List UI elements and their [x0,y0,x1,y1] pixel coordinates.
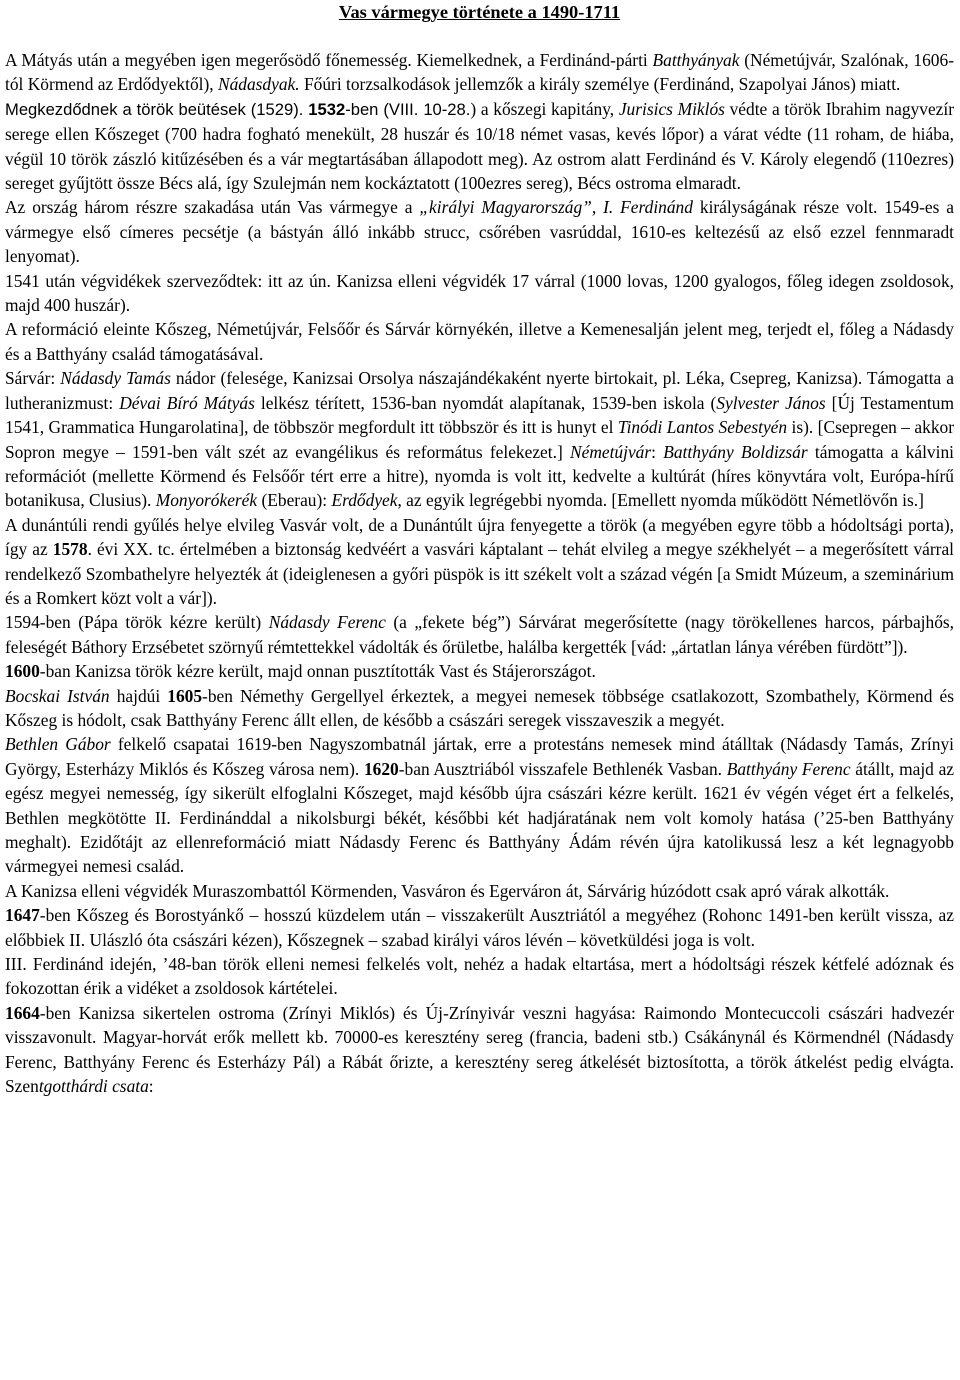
title-spacer [5,24,954,48]
text-segment: A reformáció eleinte Kőszeg, Németújvár, Felsőőr és Sárvár környékén, illetve a Kemenesalján jelent meg, terjedt el, főleg a Nádasdy és a Batthyány család támogatásával. [5,319,954,364]
text-segment: lelkész térített, 1536-ban nyomdát alapítanak, 1539-ben iskola ( [254,392,717,413]
text-segment: is). [Csepregen – akkor Sopron megye – 1591-ben vált szét az evangélikus és református felekezet.] [5,417,954,462]
text-segment: -ben Kanizsa sikertelen ostroma (Zrínyi Miklós) és Új-Zrínyivár veszni hagyása: Raimondo Montecuccoli császári hadvezér visszavonult. Magyar-horvát erők mellett kb. 70000-es keresztény sereg (francia, badeni stb.) Csákánynál és Körmendnél (Nádasdy Ferenc, Batthyány Ferenc és Esterházy Pál) a Rábát őrizte, a keresztény sereg átkelését biztosította, a török átkelést pedig elvágta. Szen [5,1002,954,1097]
text-segment: . évi XX. tc. értelmében a biztonság kedvéért a vasvári káptalant – tehát elvileg a megye székhelyét – a megerősített várral rendelkező Szombathelyre helyezték át (ideiglenesen a győri püspök is itt székelt volt a század végén [a Smidt Múzeum, a szeminárium és a Romkert közt volt a vár]). [5,539,954,608]
text-segment: 1594-ben (Pápa török kézre került) [5,612,269,633]
text-segment: Nádasdy Ferenc [268,612,386,633]
text-segment: III. Ferdinánd idején, ’48-ban török elleni nemesi felkelés volt, nehéz a hadak eltartása, mert a hódoltsági részek kétfelé adóznak és fokozottan érik a vidéket a zsoldosok kártételei. [5,954,954,999]
text-segment: tgotthárdi csata [38,1076,149,1097]
paragraph-p08 [5,610,954,659]
text-segment: A dunántúli rendi gyűlés helye elvileg Vasvár volt, de a Dunántúlt újra fenyegette a török (a megyében egyre több a hódoltsági porta), így az [5,514,954,560]
text-segment: Főúri torzsalkodások jellemzők a király személye (Ferdinánd, Szapolyai János) miatt. [299,74,901,95]
text-segment: 1578 [52,539,88,560]
text-segment: 1600 [5,661,40,682]
text-segment: -ben Kőszeg és Borostyánkő – hosszú küzdelem után – visszakerült Ausztriától a megyéhez (Rohonc 1491-ben került vissza, az előbbiek II. Ulászló óta császári kézen), Kőszegnek – szabad királyi város lévén – követküldési joga is volt. [5,905,954,950]
text-segment: Jurisics Miklós [618,98,725,119]
paragraph-p01 [5,48,954,97]
text-segment: 1532 [308,99,346,119]
text-segment: A Kanizsa elleni végvidék Muraszombattól Körmenden, Vasváron és Egerváron át, Sárvárig húzódott csak apró várak alkották. [5,880,890,901]
text-segment: Batthyány Ferenc [726,758,851,779]
text-segment: 1647 [5,905,40,926]
text-segment: -ban Kanizsa török kézre került, majd onnan pusztították Vast és Stájerországot. [39,661,596,682]
text-segment: felkelő csapatai 1619-ben Nagyszombatnál jártak, erre a protestáns nemesek mind átálltak (Nádasdy Tamás, Zrínyi György, Esterházy Miklós és Kőszeg városa nem). [5,734,954,779]
paragraph-p09 [5,659,954,683]
text-segment: Sylvester János [716,392,826,413]
paragraph-p07 [5,513,954,611]
text-segment: -ben (VIII. 10-28. [345,99,471,119]
document-body [5,48,954,1098]
text-segment: -ben Némethy Gergellyel érkeztek, a megyei nemesek többsége csatlakozott, Szombathely, Körmend és Kőszeg is hódolt, csak Batthyány Ferenc állt ellen, de később a császári seregek visszaveszik a megyét. [5,685,954,730]
text-segment: (a „fekete bég”) Sárvárat megerősítette (nagy törökellenes harcos, párbajhős, feleségét Báthory Erzsébetet szörnyű rémtettekkel vádolták és őrületbe, halálba kergették [vád: „ártatlan lánya vérében fürdött”]). [5,612,955,657]
text-segment: Az ország három részre szakadása után Vas vármegye a [5,197,420,218]
text-segment: : [148,1076,154,1097]
paragraph-p02 [5,97,954,196]
text-segment: 1605 [167,685,203,706]
text-segment: Megkezdődnek a török beütések (1529). [5,99,309,119]
text-segment: 1664 [5,1002,40,1023]
text-segment: (Németújvár, Szalónak, 1606-tól Körmend az Erdődyektől), [5,50,954,95]
text-segment: „királyi Magyarország”, I. Ferdinánd [419,197,693,218]
text-segment: (Eberau): [257,490,332,511]
paragraph-p06 [5,366,954,512]
text-segment: királyságának része volt. 1549-es a vármegye első címeres pecsétje (a bástyán álló inkább strucc, csőrében vasrúddal, 1610-es keltezésű az első ezzel fennmaradt lenyomat). [5,197,955,267]
text-segment: nádor (felesége, Kanizsai Orsolya nászajándékaként nyerte birtokait, pl. Léka, Csepreg, Kanizsa). Támogatta a lutheranizmust: [5,368,954,413]
text-segment: Németújvár [570,441,652,462]
text-segment: -ban Ausztriából visszafele Bethlenék Vasban. [398,758,727,779]
text-segment: Dévai Bíró Mátyás [119,392,255,413]
paragraph-p05 [5,317,954,366]
text-segment: 1541 után végvidékek szerveződtek: itt az ún. Kanizsa elleni végvidék 17 várral (1000 lovas, 1200 gyalogos, főleg idegen zsoldosok, majd 400 huszár). [5,270,954,316]
paragraph-p10 [5,684,954,733]
text-segment: 1620 [363,758,399,779]
paragraph-p15 [5,1001,954,1099]
text-segment: hajdúi [109,685,168,706]
text-segment: Erdődyek [331,490,398,511]
text-segment: Batthyány Boldizsár [663,441,808,462]
paragraph-p14 [5,952,954,1001]
text-segment: Nádasdy Tamás [60,368,171,389]
paragraph-p04 [5,269,954,318]
paragraph-p12 [5,879,954,903]
text-segment: Sárvár: [5,368,61,389]
text-segment: Bethlen Gábor [5,734,111,755]
text-segment: ) a kőszegi kapitány, [470,98,619,119]
text-segment: Nádasdyak. [217,74,300,95]
text-segment: : [651,441,664,462]
paragraph-p11 [5,732,954,878]
text-segment: Tinódi Lantos Sebestyén [617,417,788,438]
text-segment: Batthyányak [652,50,740,70]
paragraph-p13 [5,903,954,952]
paragraph-p03 [5,195,954,268]
text-segment: támogatta a kálvini reformációt (mellette Körmend és Felsőőr tért erre a hitre), nyomda is volt itt, kedvelte a kultúrát (híres könyvtára volt, Európa-hírű botanikusa, Clusius). [5,441,954,511]
text-segment: [Új Testamentum 1541, Grammatica Hungarolatina], de többször megfordult itt többször és itt is hunyt el [5,392,954,438]
text-segment: , az egyik legrégebbi nyomda. [Emellett nyomda működött Németlövőn is.] [397,490,924,511]
text-segment: Monyorókerék [155,490,258,511]
text-segment: átállt, majd az egész megyei nemesség, így sikerült elfoglalni Kőszeget, majd később újra császári kézre került. 1621 év végén véget ért a felkelés, Bethlen megkötötte II. Ferdinánddal a nikolsburgi békét, későbbi két hadjáratának nem volt komoly hatása (’25-ben Batthyány meghalt). Ezidőtájt az ellenreformáció miatt Nádasdy Ferenc és Batthyány Ádám révén újra katolikussá lesz a két legnagyobb vármegyei nemesi család. [5,758,955,877]
document-title: Vas vármegye története a 1490-1711 [338,2,621,22]
text-segment: A Mátyás után a megyében igen megerősödő főnemesség. Kiemelkednek, a Ferdinánd-párti [5,50,653,70]
text-segment: védte a török Ibrahim nagyvezír serege ellen Kőszeget (700 hadra fogható menekült, 28 huszár és 10/18 német vasas, kevés lőpor) a várat védte (11 roham, de hiába, végül 10 török zászló kitűzésében és a vár megtartásában állapodott meg). Az ostrom alatt Ferdinánd és V. Károly elegendő (110ezres) sereget gyűjtött össze Bécs alá, így Szulejmán nem kockáztatott (100ezres sereg), Bécs ostroma elmaradt. [5,98,955,194]
text-segment: Bocskai István [5,685,110,706]
